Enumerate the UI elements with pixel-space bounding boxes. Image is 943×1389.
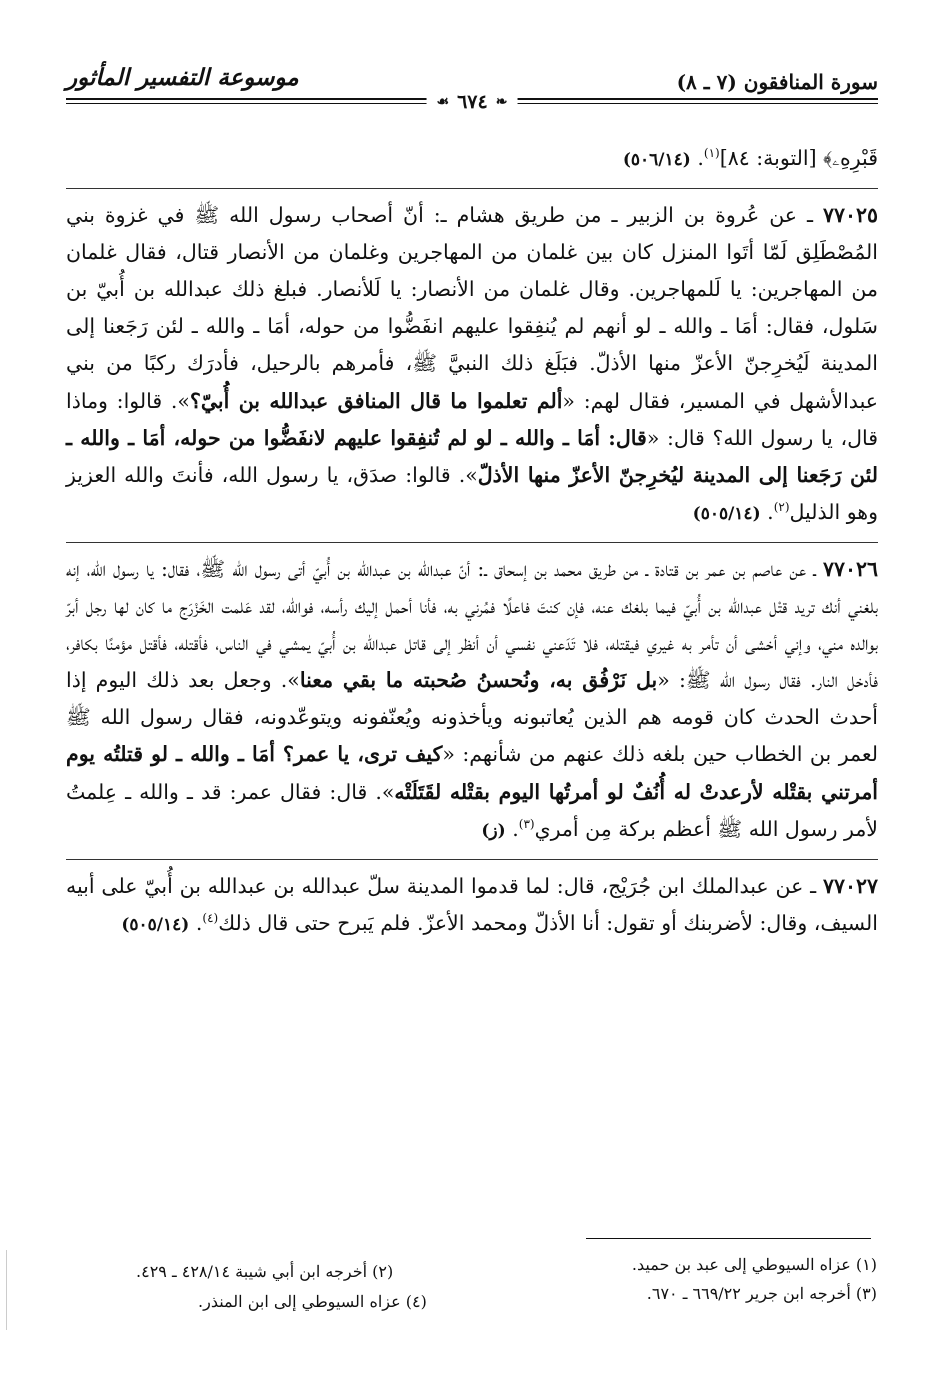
entry-text: ». قالوا: وماذا قال، يا رسول الله؟ قال: «: [66, 388, 879, 450]
entry-divider: [66, 188, 878, 189]
continuation-text: قَبْرِهِۦ﴾ [التوبة: ٨٤]: [719, 146, 878, 170]
period: .: [195, 910, 203, 935]
quote-bold: قال: أمَا ـ والله ـ لو لم تُنفِقوا عليهم لانفَضُّوا من حوله، أمَا ـ والله ـ لئن رَجَعنا إلى المدينة ليُخرِجنّ الأعزّ منها الأذلّ: [66, 425, 879, 487]
entry-text: ». قال: فقال عمر: قد ـ والله ـ عِلمتُ لأمر رسول الله ﷺ أعظم بركة مِن أمري: [66, 779, 878, 841]
footnote-1: (١) عزاه السيوطي إلى عبد بن حميد.: [631, 1255, 877, 1274]
entry-text: ـ عن عاصم بن عمر بن قتادة ـ من طريق محمد بن إسحاق ـ: أنّ عبدالله بن عبدالله بن أُبيّ أتى رسول الله ﷺ، فقال: يا رسول الله، إنه بلغني أنك تريد قتْل عبدالله بن أُبيّ فيما بلغك عنه، فإن كنتَ فاعلًا فمُرني به، فأنا أحمل إليك رأسه، فوالله، لقد عَلمت الخَزْرَج ما كان لها رجل أبرّ بوالده مني، وإني أخشى أن تأمر به غيري فيقتله، فلا تَدَعني نفسي أن أنظر إلى قاتل عبدالله بن أُبيّ يمشي في الناس، فأقتله، فأقتل مؤمنًا بكافر، فأدخل النار. فقال رسول الله ﷺ: «: [66, 556, 879, 693]
book-title: موسوعة التفسير المأثور: [66, 64, 299, 91]
entry-divider: [66, 542, 878, 543]
ornament-icon: ❧: [495, 94, 508, 110]
source-ref: (٥٠٦/١٤): [622, 150, 691, 170]
footnote-marker: (١): [703, 146, 720, 161]
entry-text: ». وجعل بعد ذلك اليوم إذا أحدث الحدث كان قومه هم الذين يُعاتبونه ويأخذونه ويُعنّفونه ويتوعّدونه، فقال رسول الله ﷺ لعمر بن الخطاب حين بلغه ذلك عنهم من شأنهم: «: [66, 668, 878, 767]
footnote-4: (٤) عزاه السيوطي إلى ابن المنذر.: [198, 1292, 427, 1311]
entry-77025: [66, 197, 878, 533]
quote-bold: كيف ترى، يا عمر؟ أمَا ـ والله ـ لو قتلتُه يوم أمرتني بقتْله لأرعدتْ له أُنُفٌ لو أمرتُها اليوم بقتْله لقَتَلَتْه: [66, 742, 878, 804]
entry-text: ». قالوا: صدَق، يا رسول الله، فأنتَ والله العزيز وهو الذليل: [66, 462, 878, 524]
page-number-box: [427, 91, 518, 113]
entry-number: ٧٧٠٢٥: [822, 203, 878, 228]
source-ref: (٥٠٥/١٤): [692, 503, 761, 524]
ornament-icon: ☙: [436, 94, 450, 110]
footnote-3: (٣) أخرجه ابن جرير ٦٦٩/٢٢ ـ ٦٧٠.: [646, 1284, 877, 1303]
entry-number: ٧٧٠٢٦: [822, 556, 878, 581]
entry-77026: [66, 551, 878, 850]
footnote-marker: (٢): [773, 500, 790, 515]
entry-divider: [66, 859, 878, 860]
footnote-marker: (٣): [518, 816, 535, 831]
running-header: [66, 64, 878, 124]
period: .: [697, 146, 704, 170]
footnote-marker: (٤): [202, 910, 219, 925]
period: .: [512, 816, 519, 841]
scan-edge: [6, 1250, 7, 1330]
footnote-2: (٢) أخرجه ابن أبي شيبة ٤٢٨/١٤ ـ ٤٢٩.: [136, 1262, 394, 1281]
footnote-rule: [586, 1238, 871, 1239]
entry-text: ـ عن عُروة بن الزبير ـ من طريق هشام ـ: أنّ أصحاب رسول الله ﷺ في غزوة بني المُصْطَلِق لَمّا أتَوا المنزل كان بين غلمان من المهاجرين وغلمان من الأنصار قتال، فقال غلمان من المهاجرين: يا لَلمهاجرين. وقال غلمان من الأنصار: يا لَلأنصار. فبلغ ذلك عبدالله بن أُبيّ بن سَلول، فقال: أمَا ـ والله ـ لو أنهم لم يُنفِقوا عليهم انفَضُّوا من حوله، أمَا ـ والله ـ لئن رَجَعنا إلى المدينة لَيُخرِجنّ الأعزّ منها الأذلّ. فبَلَغ ذلك النبيَّ ﷺ، فأمرهم بالرحيل، فأدرَك ركبًا من بني عبدالأشهل في المسير، فقال لهم: «: [66, 203, 878, 413]
surah-label: سورة المنافقون (٧ ـ ٨): [676, 70, 878, 94]
page-number: ٦٧٤: [457, 91, 488, 113]
source-ref: (ز): [481, 820, 506, 841]
main-text: [66, 140, 878, 944]
quote-bold: ألم تعلموا ما قال المنافق عبدالله بن أُبيّ؟: [189, 388, 563, 413]
entry-77027: [66, 868, 878, 944]
period: .: [767, 499, 774, 524]
entry-number: ٧٧٠٢٧: [822, 873, 878, 898]
source-ref: (٥٠٥/١٤): [121, 914, 190, 935]
entry-text: ـ عن عبدالملك ابن جُرَيْج، قال: لما قدموا المدينة سلّ عبدالله بن عبدالله بن أُبيّ على أبيه السيف، وقال: لأضربنك أو تقول: أنا الأذلّ ومحمد الأعزّ. فلم يَبرح حتى قال ذلك: [66, 873, 878, 935]
quote-bold: بل نَرْفُق به، ونُحسنُ صُحبته ما بقي معنا: [299, 668, 658, 693]
continuation-line: [66, 140, 878, 179]
